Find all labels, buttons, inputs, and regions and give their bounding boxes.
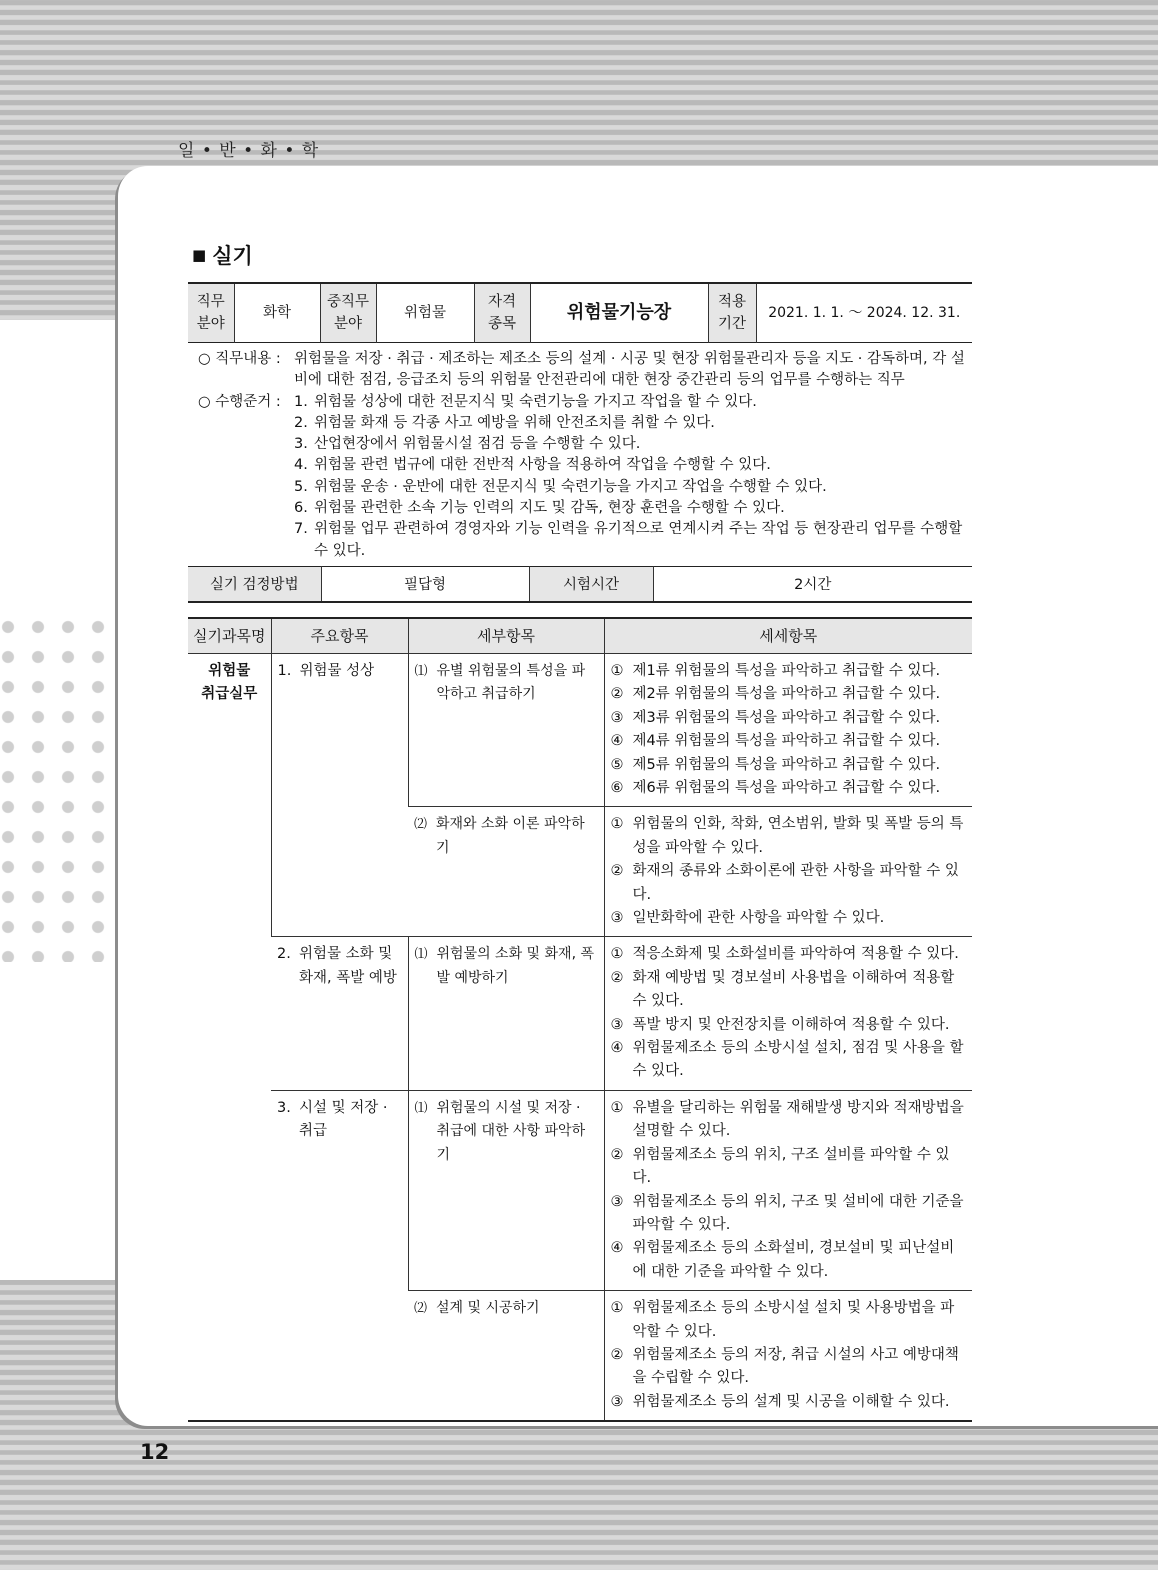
subdetail-item-number: ② <box>610 1146 624 1163</box>
subdetail-item-number: ③ <box>610 1016 624 1033</box>
period-value: 2021. 1. 1. ～ 2024. 12. 31. <box>756 283 972 343</box>
syllabus-table <box>188 617 972 1422</box>
subdetail-item-text: 위험물제조소 등의 소방시설 설치, 점검 및 사용을 할 수 있다. <box>632 1040 964 1080</box>
detail-item <box>414 1297 598 1320</box>
time-label: 시험시간 <box>529 566 653 602</box>
criteria-item-text: 산업현장에서 위험물시설 점검 등을 수행할 수 있다. <box>314 436 641 453</box>
main-item-cell <box>271 653 408 936</box>
criteria-item-text: 위험물 성상에 대한 전문지식 및 숙련기능을 가지고 작업을 할 수 있다. <box>314 393 757 410</box>
subdetail-item-number: ④ <box>610 1240 624 1257</box>
header-detail: 세부항목 <box>408 618 604 654</box>
subdetail-item <box>611 1037 967 1084</box>
section-title-text: 실기 <box>212 244 253 268</box>
subdetail-cell <box>604 937 972 1090</box>
method-label: 실기 검정방법 <box>188 566 321 602</box>
criteria-item <box>294 392 972 413</box>
criteria-item <box>294 413 972 434</box>
subdetail-item-text: 유별을 달리하는 위험물 재해발생 방지와 적재방법을 설명할 수 있다. <box>632 1099 964 1140</box>
table-row <box>188 937 972 1090</box>
syllabus-body <box>188 653 972 1421</box>
detail-item-number: ⑵ <box>414 1301 428 1317</box>
subdetail-item-number: ② <box>610 969 624 986</box>
main-item-cell <box>271 1090 408 1421</box>
subdetail-item <box>611 730 967 753</box>
subdetail-item <box>611 1097 967 1144</box>
main-item-number: 3. <box>277 1099 291 1116</box>
subdetail-item-number: ① <box>610 662 624 679</box>
subdetail-item-number: ② <box>610 863 624 880</box>
detail-item-number: ⑵ <box>414 817 428 833</box>
time-value: 2시간 <box>653 566 972 602</box>
main-item-cell <box>271 937 408 1090</box>
subdetail-item-text: 위험물제조소 등의 소화설비, 경보설비 및 피난설비에 대한 기준을 파악할 수 있다. <box>632 1240 955 1280</box>
main-item-number: 1. <box>277 662 292 679</box>
criteria-item <box>294 477 972 498</box>
criteria-item-number: 6. <box>294 500 308 517</box>
detail-item-number: ⑴ <box>414 947 428 963</box>
subdetail-cell <box>604 1090 972 1290</box>
detail-item-text: 위험물의 소화 및 화재, 폭발 예방하기 <box>436 946 594 986</box>
criteria-item-number: 3. <box>294 436 308 453</box>
subdetail-item <box>611 683 967 706</box>
subdetail-item-text: 제4류 위험물의 특성을 파악하고 취급할 수 있다. <box>632 733 941 750</box>
subdetail-item <box>611 707 967 730</box>
main-item <box>277 943 402 990</box>
detail-item <box>414 813 598 860</box>
subdetail-item-number: ② <box>610 686 624 703</box>
subdetail-item <box>611 860 967 907</box>
detail-cell <box>408 1291 604 1422</box>
header-main: 주요항목 <box>271 618 408 654</box>
detail-item-text: 화재와 소화 이론 파악하기 <box>436 816 585 856</box>
job-content-key: ○ 직무내용 : <box>198 351 281 367</box>
subdetail-item <box>611 777 967 800</box>
criteria-item-number: 4. <box>294 457 308 474</box>
detail-item-text: 설계 및 시공하기 <box>436 1300 540 1317</box>
detail-item-number: ⑴ <box>414 1100 428 1116</box>
content <box>188 240 972 1422</box>
detail-cell <box>408 1090 604 1290</box>
job-description <box>188 343 972 566</box>
criteria-item <box>294 434 972 455</box>
subdetail-item-number: ③ <box>610 1193 624 1210</box>
criteria-item-text: 위험물 관련 법규에 대한 전반적 사항을 적용하여 작업을 수행할 수 있다. <box>314 457 771 474</box>
detail-item <box>415 1097 598 1167</box>
criteria-item-number: 5. <box>294 478 308 495</box>
subdetail-item-number: ① <box>610 946 624 963</box>
criteria-item-text: 위험물 업무 관련하여 경영자와 기능 인력을 유기적으로 연계시켜 주는 작업 등 현장관리 업무를 수행할 수 있다. <box>314 521 963 559</box>
main-item-number: 2. <box>277 946 291 963</box>
detail-item-text: 위험물의 시설 및 저장 · 취급에 대한 사항 파악하기 <box>436 1099 586 1163</box>
table-row <box>188 1090 972 1290</box>
subdetail-item-text: 위험물제조소 등의 저장, 취급 시설의 사고 예방대책을 수립할 수 있다. <box>632 1346 959 1387</box>
criteria-item <box>294 455 972 476</box>
subdetail-item <box>611 813 967 860</box>
subdetail-item-text: 위험물제조소 등의 위치, 구조 설비를 파악할 수 있다. <box>632 1146 950 1187</box>
criteria-item-number: 2. <box>294 414 308 431</box>
subdetail-item-text: 적응소화제 및 소화설비를 파악하여 적용할 수 있다. <box>632 946 959 963</box>
table-row <box>188 653 972 806</box>
cert-value: 위험물기능장 <box>530 283 708 343</box>
method-table <box>188 566 972 603</box>
criteria-item-number: 7. <box>294 521 308 538</box>
criteria-item-text: 위험물 운송 · 운반에 대한 전문지식 및 숙련기능을 가지고 작업을 수행할 수 있다. <box>314 478 827 495</box>
job-content-text: 위험물을 저장 · 취급 · 제조하는 제조소 등의 설계 · 시공 및 현장 위험물관리자 등을 지도 · 감독하며, 각 설비에 대한 점검, 응급조치 등의 위험물 안전관리에 대한 현장 중간관리 등의 업무를 수행하는 직무 <box>294 351 965 389</box>
subdetail-item-number: ① <box>610 816 624 833</box>
criteria-item-number: 1. <box>294 393 308 410</box>
subdetail-cell <box>604 807 972 937</box>
square-bullet-icon: ■ <box>192 246 207 264</box>
main-item-text: 시설 및 저장 · 취급 <box>299 1099 388 1140</box>
subdetail-item-text: 위험물제조소 등의 설계 및 시공을 이해할 수 있다. <box>632 1393 950 1410</box>
subdetail-item-text: 제5류 위험물의 특성을 파악하고 취급할 수 있다. <box>632 756 941 773</box>
subdetail-item-text: 제3류 위험물의 특성을 파악하고 취급할 수 있다. <box>632 709 941 726</box>
field-label: 직무 분야 <box>188 283 234 343</box>
subdetail-item-number: ④ <box>610 1040 624 1057</box>
main-item <box>278 660 402 683</box>
subdetail-item-number: ⑤ <box>610 756 624 773</box>
criteria-item <box>294 519 972 562</box>
subdetail-item <box>611 943 967 966</box>
book-header: 일 • 반 • 화 • 학 <box>178 141 320 161</box>
detail-item <box>415 660 598 707</box>
subdetail-item-text: 제2류 위험물의 특성을 파악하고 취급할 수 있다. <box>632 686 941 703</box>
subdetail-cell <box>604 1291 972 1422</box>
main-item-text: 위험물 소화 및 화재, 폭발 예방 <box>299 946 397 986</box>
field-value: 화학 <box>234 283 320 343</box>
subdetail-cell <box>604 653 972 806</box>
subdetail-item <box>611 1014 967 1037</box>
subdetail-item-text: 폭발 방지 및 안전장치를 이해하여 적용할 수 있다. <box>632 1016 950 1033</box>
cert-label: 자격 종목 <box>474 283 530 343</box>
subdetail-item <box>611 1391 967 1414</box>
subdetail-item-text: 위험물제조소 등의 위치, 구조 및 설비에 대한 기준을 파악할 수 있다. <box>632 1193 964 1233</box>
subdetail-item <box>611 1191 967 1238</box>
detail-cell <box>408 807 604 937</box>
mid-field-value: 위험물 <box>376 283 474 343</box>
detail-item-text: 유별 위험물의 특성을 파악하고 취급하기 <box>436 662 586 703</box>
subdetail-item-text: 화재 예방법 및 경보설비 사용법을 이해하여 적용할 수 있다. <box>632 969 955 1010</box>
subdetail-item-text: 화재의 종류와 소화이론에 관한 사항을 파악할 수 있다. <box>632 863 959 903</box>
main-item-text: 위험물 성상 <box>299 662 375 679</box>
subdetail-item <box>611 907 967 930</box>
info-table <box>188 282 972 343</box>
subdetail-item <box>611 1144 967 1191</box>
section-title <box>192 240 972 270</box>
header-subject: 실기과목명 <box>188 618 271 654</box>
header-subdetail: 세세항목 <box>604 618 972 654</box>
subdetail-item <box>611 660 967 683</box>
page-number: 12 <box>140 1440 170 1464</box>
period-label: 적용 기간 <box>708 283 756 343</box>
subdetail-item-text: 위험물의 인화, 착화, 연소범위, 발화 및 폭발 등의 특성을 파악할 수 있다. <box>632 816 964 856</box>
subdetail-item <box>611 754 967 777</box>
criteria-list <box>294 392 972 562</box>
subdetail-item-number: ③ <box>610 709 624 726</box>
subdetail-item-text: 위험물제조소 등의 소방시설 설치 및 사용방법을 파악할 수 있다. <box>632 1300 955 1340</box>
main-item <box>277 1097 402 1144</box>
subdetail-item-number: ① <box>610 1099 624 1116</box>
subdetail-item-number: ④ <box>610 733 624 750</box>
subdetail-item-number: ③ <box>610 910 624 927</box>
subdetail-item-number: ⑥ <box>610 780 624 796</box>
subdetail-item <box>611 1297 967 1344</box>
detail-cell <box>408 937 604 1090</box>
detail-item-number: ⑴ <box>414 663 428 679</box>
subdetail-item <box>611 967 967 1014</box>
method-value: 필답형 <box>321 566 529 602</box>
subdetail-item-text: 제1류 위험물의 특성을 파악하고 취급할 수 있다. <box>632 662 941 679</box>
subdetail-item-text: 제6류 위험물의 특성을 파악하고 취급할 수 있다. <box>632 780 941 796</box>
subdetail-item <box>611 1237 967 1284</box>
subdetail-item-number: ③ <box>610 1393 624 1410</box>
subdetail-item-text: 일반화학에 관한 사항을 파악할 수 있다. <box>632 910 885 927</box>
subdetail-item-number: ① <box>610 1300 624 1317</box>
detail-item <box>415 943 598 990</box>
subdetail-item-number: ② <box>610 1346 624 1363</box>
mid-field-label: 중직무 분야 <box>320 283 376 343</box>
subdetail-item <box>611 1344 967 1391</box>
subject-cell: 위험물 취급실무 <box>201 662 258 703</box>
criteria-item <box>294 498 972 519</box>
detail-cell <box>408 653 604 806</box>
criteria-key: ○ 수행준거 : <box>198 393 281 410</box>
dot-pattern <box>0 612 120 962</box>
criteria-item-text: 위험물 화재 등 각종 사고 예방을 위해 안전조치를 취할 수 있다. <box>314 414 715 431</box>
criteria-item-text: 위험물 관련한 소속 기능 인력의 지도 및 감독, 현장 훈련을 수행할 수 있다. <box>314 500 785 517</box>
